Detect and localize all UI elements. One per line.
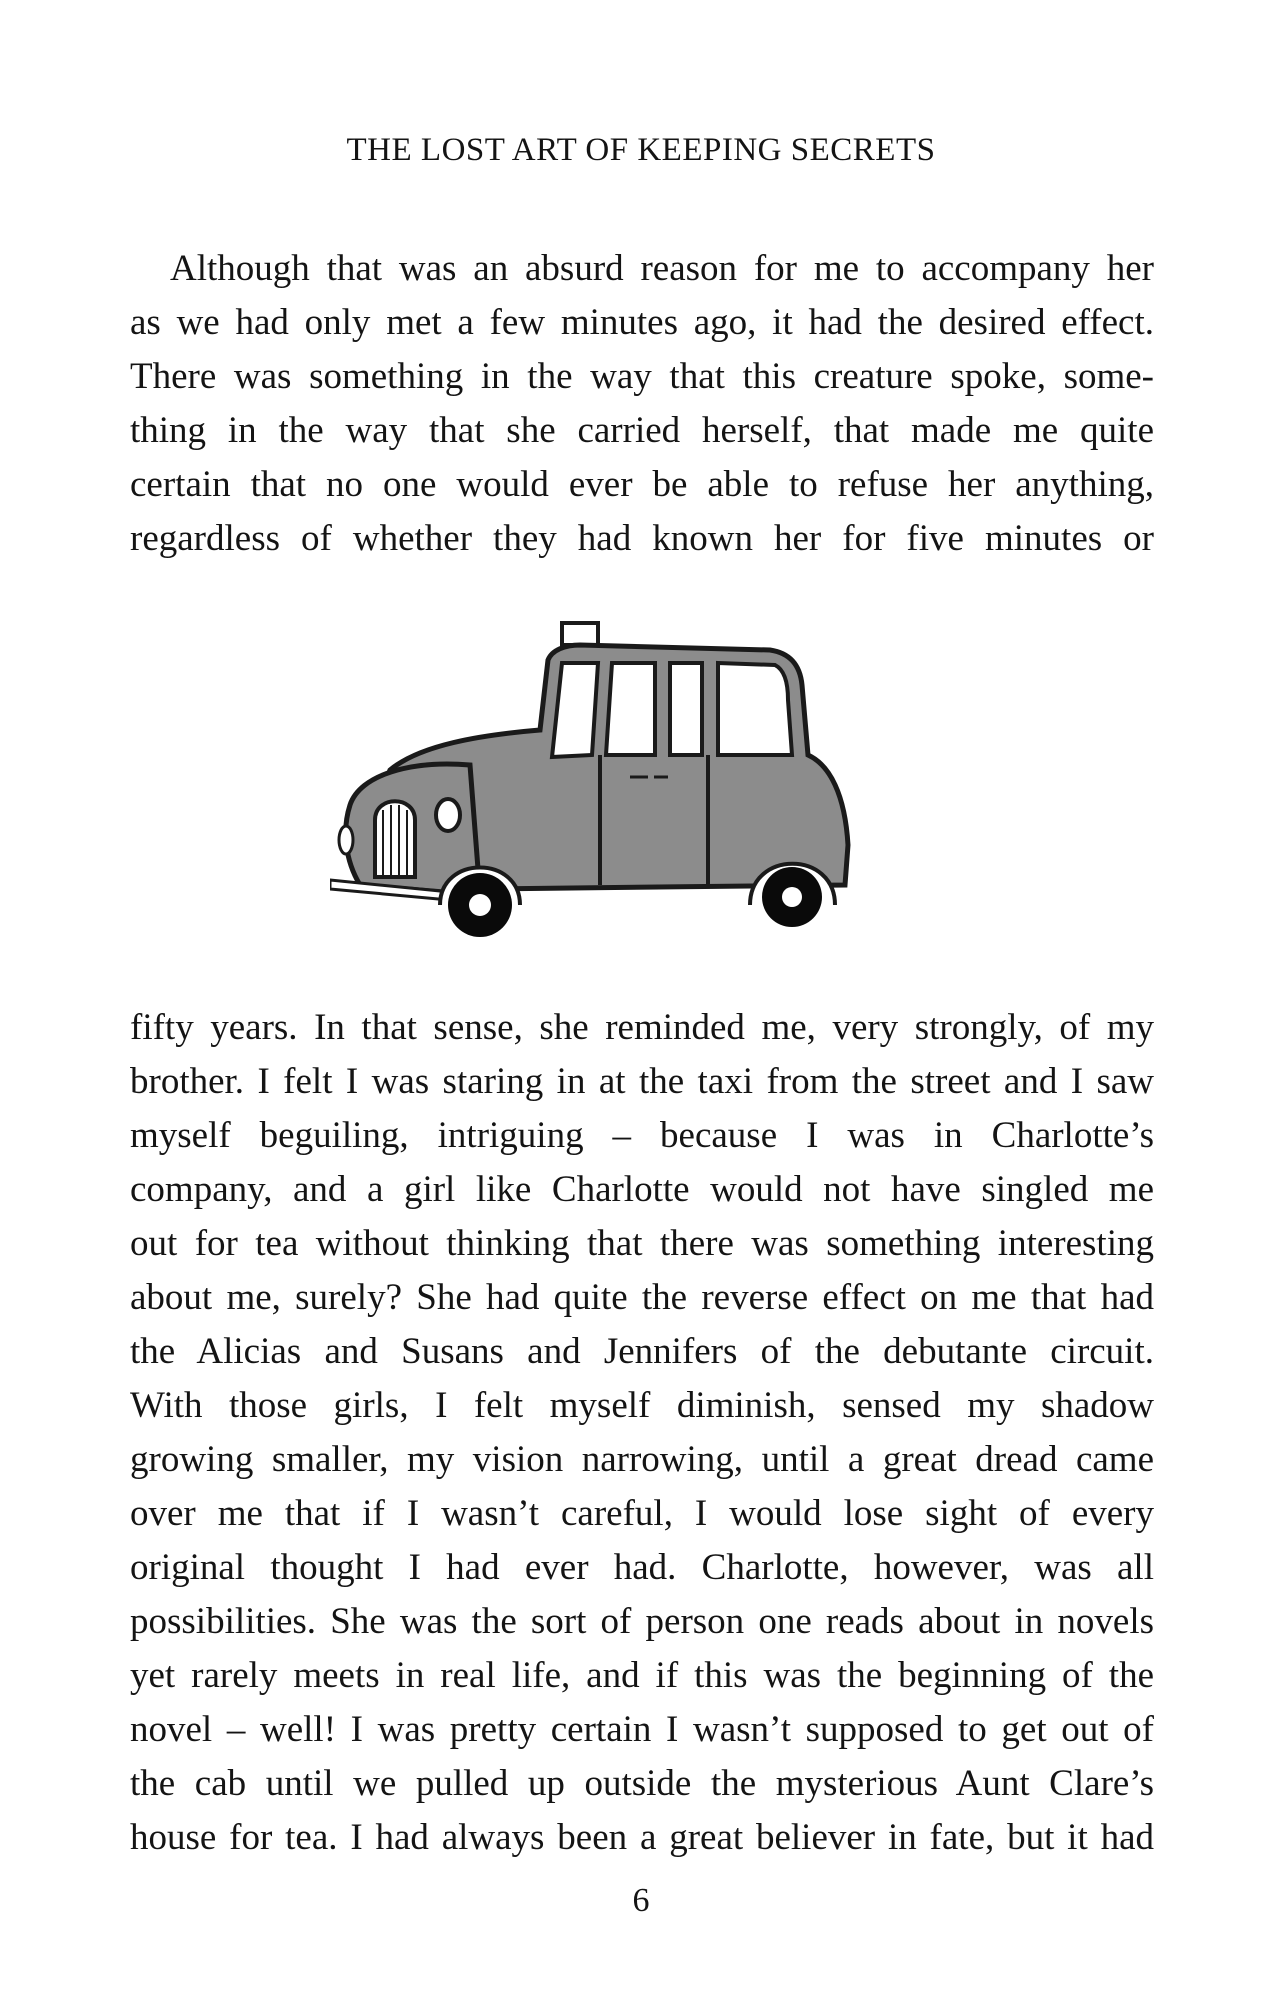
text-line: novel – well! I was pretty certain I wasn’t supposed to get out of — [130, 1709, 1154, 1750]
running-head: THE LOST ART OF KEEPING SECRETS — [346, 132, 936, 168]
text-line: There was something in the way that this creature spoke, some- — [130, 356, 1154, 397]
rear-wheel — [762, 867, 822, 927]
text-line: certain that no one would ever be able to refuse her anything, — [130, 464, 1154, 505]
paragraph-before-illustration — [130, 242, 1154, 566]
page-number: 6 — [632, 1882, 650, 1919]
text-line: thing in the way that she carried herself, that made me quite — [130, 410, 1154, 451]
text-line: over me that if I wasn’t careful, I would lose sight of every — [130, 1493, 1154, 1534]
cab-grille — [375, 801, 415, 877]
paragraph-after-illustration — [130, 1001, 1154, 1865]
text-line: house for tea. I had always been a great believer in fate, but it had — [130, 1817, 1154, 1858]
taxi-cab-icon — [330, 615, 880, 945]
text-line: fifty years. In that sense, she reminded me, very strongly, of my — [130, 1007, 1154, 1048]
text-line: Although that was an absurd reason for me to accompany her — [170, 248, 1154, 289]
taxi-cab-illustration — [330, 615, 880, 945]
text-line: as we had only met a few minutes ago, it had the desired effect. — [130, 302, 1154, 343]
text-line: about me, surely? She had quite the reverse effect on me that had — [130, 1277, 1154, 1318]
text-line: company, and a girl like Charlotte would not have singled me — [130, 1169, 1154, 1210]
text-line: the Alicias and Susans and Jennifers of the debutante circuit. — [130, 1331, 1154, 1372]
front-wheel — [448, 873, 512, 937]
text-line: original thought I had ever had. Charlotte, however, was all — [130, 1547, 1154, 1588]
text-line: yet rarely meets in real life, and if this was the beginning of the — [130, 1655, 1154, 1696]
text-line: growing smaller, my vision narrowing, until a great dread came — [130, 1439, 1154, 1480]
text-line: myself beguiling, intriguing – because I was in Charlotte’s — [130, 1115, 1154, 1156]
text-line: regardless of whether they had known her for five minutes or — [130, 518, 1154, 559]
text-line: With those girls, I felt myself diminish, sensed my shadow — [130, 1385, 1154, 1426]
text-line: out for tea without thinking that there was something interesting — [130, 1223, 1154, 1264]
text-line: brother. I felt I was staring in at the taxi from the street and I saw — [130, 1061, 1154, 1102]
text-line: the cab until we pulled up outside the mysterious Aunt Clare’s — [130, 1763, 1154, 1804]
text-line: possibilities. She was the sort of person one reads about in novels — [130, 1601, 1154, 1642]
